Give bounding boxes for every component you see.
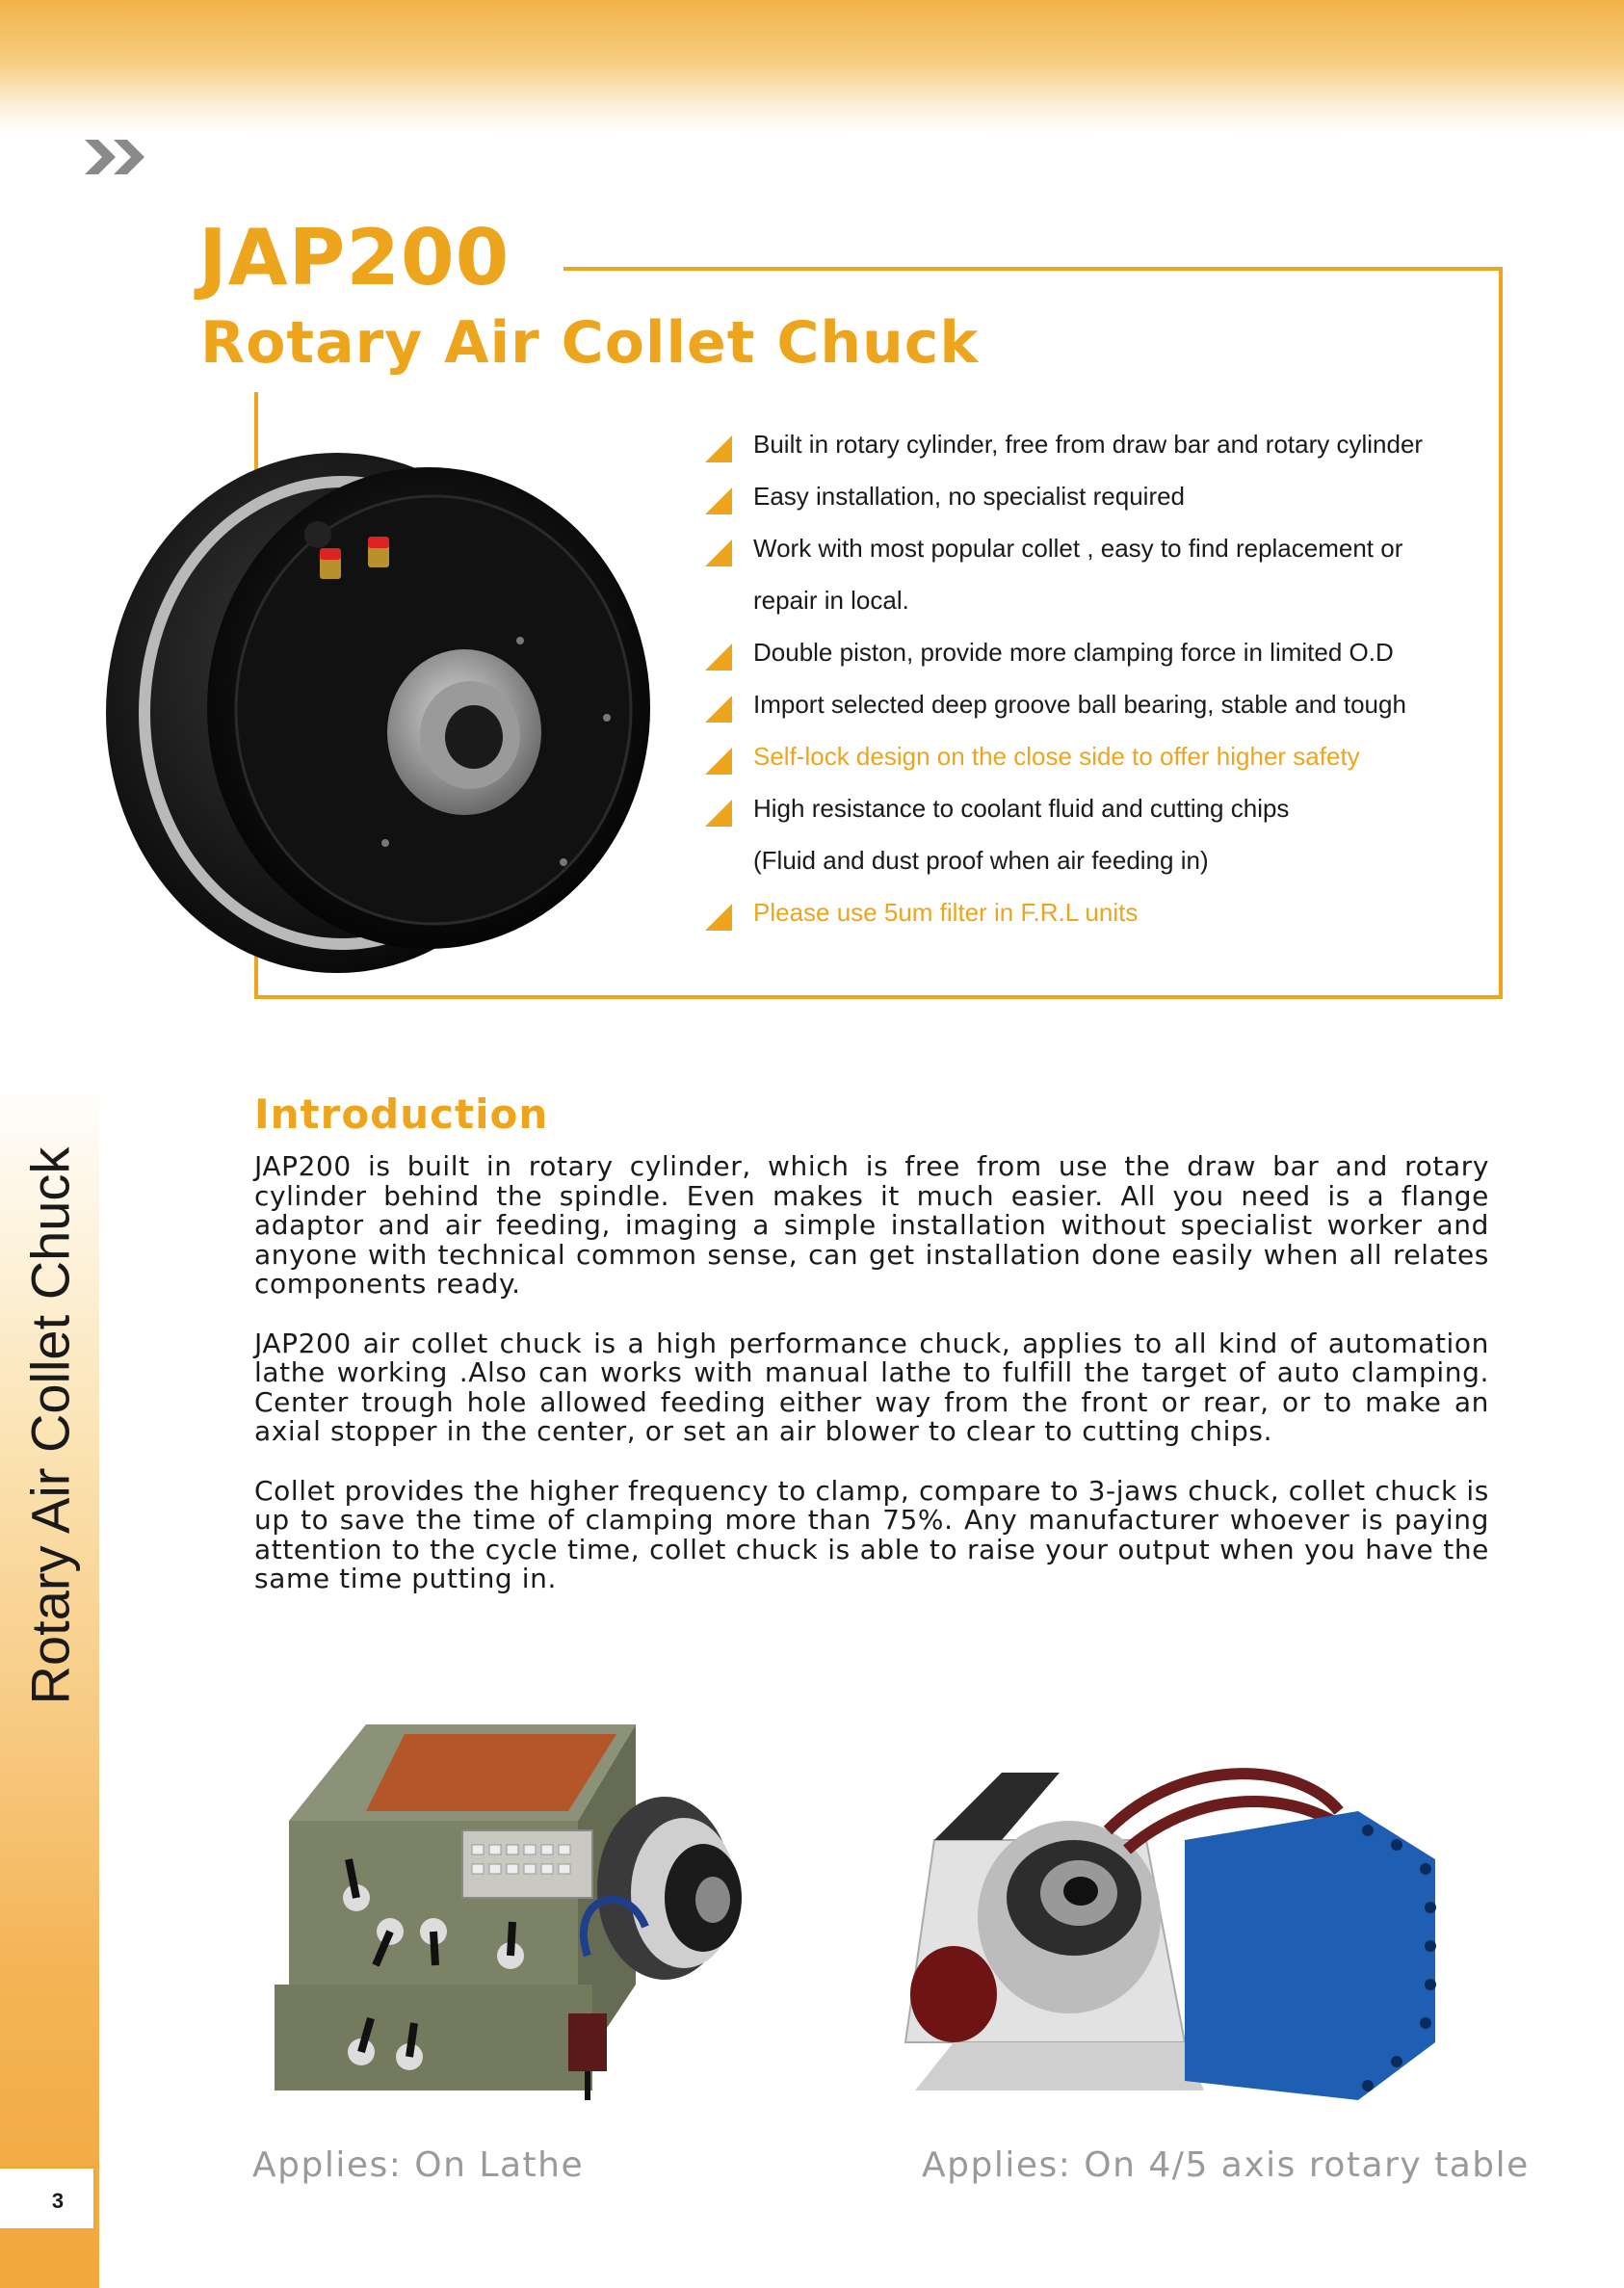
triangle-bullet-icon xyxy=(705,487,732,514)
introduction-body xyxy=(254,1152,1489,1624)
page-number: 3 xyxy=(51,2189,65,2213)
side-title: Rotary Air Collet Chuck xyxy=(19,1146,81,1705)
feature-item: Work with most popular collet , easy to find replacement or xyxy=(703,522,1493,574)
feature-item: Import selected deep groove ball bearing, stable and tough xyxy=(703,678,1493,730)
feature-item: Built in rotary cylinder, free from draw bar and rotary cylinder xyxy=(703,418,1493,470)
triangle-bullet-icon xyxy=(705,748,732,775)
product-name: Rotary Air Collet Chuck xyxy=(200,309,980,377)
feature-item-continuation: repair in local. xyxy=(753,586,909,615)
intro-paragraph: JAP200 air collet chuck is a high performance chuck, applies to all kind of automation lathe working .Also can works with manual lathe to fulfill the target of auto clamping. Center trough hole allowed feeding either way from the front or rear, or to make an axial stopper in the center, or set an air blower to clear to cutting chips. xyxy=(254,1327,1489,1447)
lathe-illustration xyxy=(260,1705,780,2119)
double-chevron-icon xyxy=(85,140,162,174)
feature-item: Double piston, provide more clamping force in limited O.D xyxy=(703,626,1493,678)
product-code: JAP200 xyxy=(198,213,511,302)
feature-item: Easy installation, no specialist required xyxy=(703,470,1493,522)
triangle-bullet-icon xyxy=(705,435,732,462)
introduction-heading: Introduction xyxy=(254,1091,549,1138)
frame-line-right xyxy=(1499,267,1503,999)
feature-item-highlight: Please use 5um filter in F.R.L units xyxy=(703,886,1493,938)
page-number-box xyxy=(0,2166,96,2231)
feature-item-continuation: (Fluid and dust proof when air feeding in) xyxy=(753,846,1209,875)
collet-chuck-image xyxy=(96,438,665,978)
feature-list xyxy=(703,418,1493,938)
feature-item-highlight: Self-lock design on the close side to offer higher safety xyxy=(703,730,1493,782)
intro-paragraph: Collet provides the higher frequency to clamp, compare to 3-jaws chuck, collet chuck is up to save the time of clamping more than 75%. Any manufacturer whoever is paying attention to the cycle time, collet chuck is able to raise your output when you have the same time putting in. xyxy=(254,1474,1489,1594)
triangle-bullet-icon xyxy=(705,800,732,827)
header-gradient-band xyxy=(0,0,1624,135)
frame-line-bottom xyxy=(254,995,1503,999)
triangle-bullet-icon xyxy=(705,539,732,566)
intro-paragraph: JAP200 is built in rotary cylinder, which is free from use the draw bar and rotary cylinder behind the spindle. Even makes it much easier. All you need is a flange adaptor and air feeding, imaging a simple installation without specialist worker and anyone with technical common sense, can get installation done easily when all relates components ready. xyxy=(254,1150,1489,1300)
frame-line-top xyxy=(563,267,1503,271)
feature-item: High resistance to coolant fluid and cutting chips xyxy=(703,782,1493,834)
triangle-bullet-icon xyxy=(705,904,732,931)
rotary-table-illustration xyxy=(896,1753,1464,2129)
caption-lathe: Applies: On Lathe xyxy=(252,2145,585,2185)
triangle-bullet-icon xyxy=(705,644,732,671)
caption-rotary-table: Applies: On 4/5 axis rotary table xyxy=(922,2145,1530,2185)
triangle-bullet-icon xyxy=(705,696,732,723)
